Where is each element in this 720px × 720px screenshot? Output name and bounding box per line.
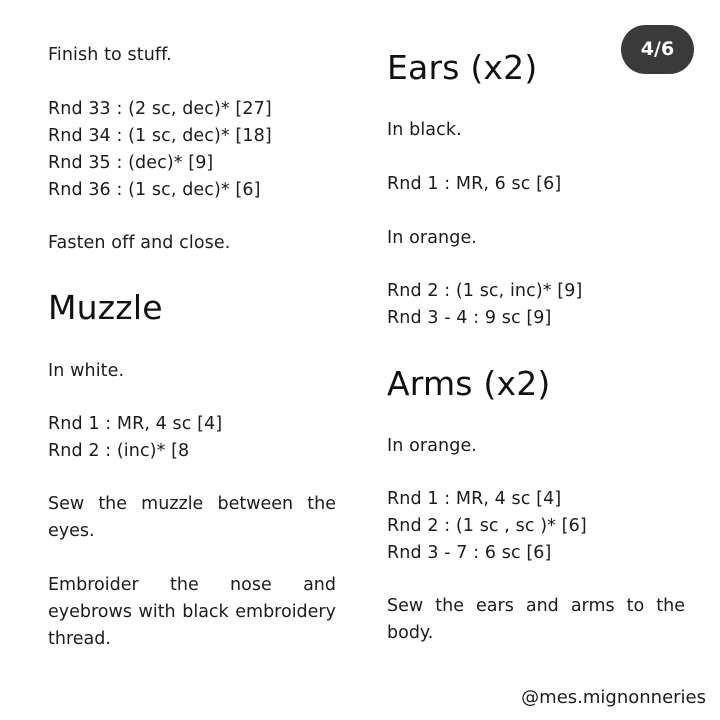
muzzle-color-note: In white. — [48, 361, 125, 381]
ears-heading: Ears (x2) — [387, 48, 538, 87]
page-indicator-badge: 4/6 — [621, 25, 694, 74]
arms-color-note: In orange. — [387, 436, 477, 456]
ears-round-2: Rnd 2 : (1 sc, inc)* [9] — [387, 281, 583, 301]
arms-round-1: Rnd 1 : MR, 4 sc [4] — [387, 489, 562, 509]
muzzle-sew-note: Sew the muzzle between the eyes. — [48, 494, 336, 541]
ears-round-3-4: Rnd 3 - 4 : 9 sc [9] — [387, 308, 552, 328]
arms-round-2: Rnd 2 : (1 sc , sc )* [6] — [387, 516, 587, 536]
ears-round-1: Rnd 1 : MR, 6 sc [6] — [387, 174, 562, 194]
round-33: Rnd 33 : (2 sc, dec)* [27] — [48, 99, 272, 119]
fasten-off-note: Fasten off and close. — [48, 233, 231, 253]
round-34: Rnd 34 : (1 sc, dec)* [18] — [48, 126, 272, 146]
muzzle-heading: Muzzle — [48, 288, 163, 327]
muzzle-round-2: Rnd 2 : (inc)* [8 — [48, 441, 190, 461]
ears-color-note-orange: In orange. — [387, 228, 477, 248]
arms-heading: Arms (x2) — [387, 364, 551, 403]
muzzle-round-1: Rnd 1 : MR, 4 sc [4] — [48, 414, 223, 434]
arms-sew-note: Sew the ears and arms to the body. — [387, 596, 685, 643]
arms-round-3-7: Rnd 3 - 7 : 6 sc [6] — [387, 543, 552, 563]
finish-stuff-note: Finish to stuff. — [48, 45, 172, 65]
ears-color-note-black: In black. — [387, 120, 462, 140]
round-35: Rnd 35 : (dec)* [9] — [48, 153, 214, 173]
muzzle-embroider-note: Embroider the nose and eyebrows with black embroidery thread. — [48, 575, 336, 649]
author-credit: @mes.mignonneries — [521, 687, 706, 708]
round-36: Rnd 36 : (1 sc, dec)* [6] — [48, 180, 261, 200]
